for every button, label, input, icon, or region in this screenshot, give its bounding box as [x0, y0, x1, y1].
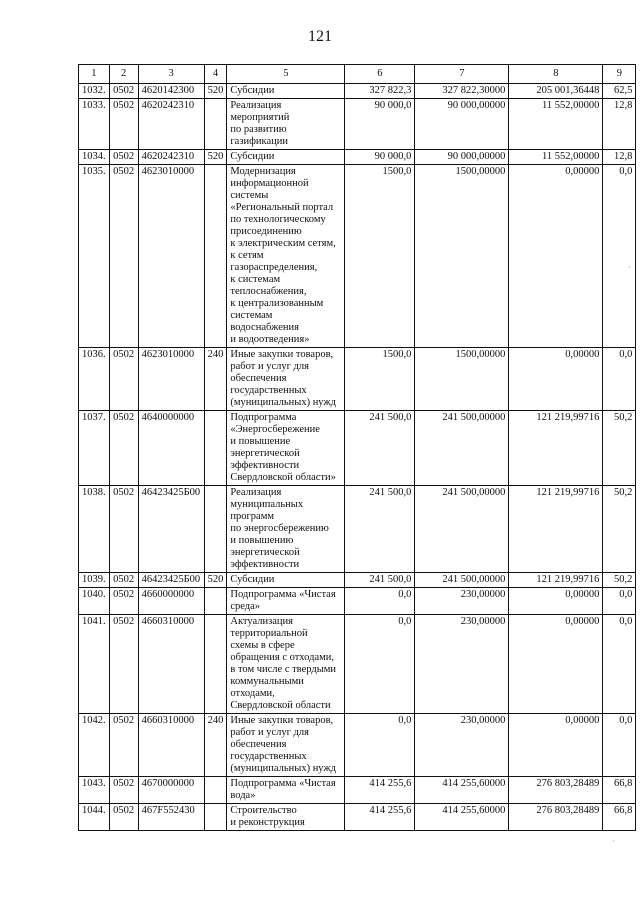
expense-type-cell — [204, 165, 227, 348]
percent-executed-cell: 0,0 — [603, 714, 636, 777]
item-name-cell: Иные закупки товаров, работ и услуг для обеспечения государственных (муниципальных) нужд — [227, 714, 345, 777]
approved-amount-cell: 327 822,3 — [345, 84, 415, 99]
scan-artifact: · — [628, 262, 631, 272]
item-name-cell: Строительство и реконструкция — [227, 804, 345, 831]
executed-amount-cell: 11 552,00000 — [509, 150, 603, 165]
expense-type-cell — [204, 777, 227, 804]
target-code-cell: 4660310000 — [138, 714, 204, 777]
section-code-cell: 0502 — [109, 99, 138, 150]
expense-type-cell — [204, 615, 227, 714]
target-code-cell: 4660310000 — [138, 615, 204, 714]
percent-executed-cell: 12,8 — [603, 99, 636, 150]
section-code-cell: 0502 — [109, 486, 138, 573]
percent-executed-cell: 66,8 — [603, 804, 636, 831]
target-code-cell: 46423425Б00 — [138, 573, 204, 588]
table-row — [79, 348, 636, 411]
approved-amount-cell: 414 255,6 — [345, 777, 415, 804]
table-row — [79, 150, 636, 165]
row-number-cell: 1044. — [79, 804, 110, 831]
row-number-cell: 1033. — [79, 99, 110, 150]
target-code-cell: 4620242310 — [138, 99, 204, 150]
item-name-cell: Подпрограмма «Чистая среда» — [227, 588, 345, 615]
executed-amount-cell: 11 552,00000 — [509, 99, 603, 150]
target-code-cell: 4620242310 — [138, 150, 204, 165]
percent-executed-cell: 0,0 — [603, 615, 636, 714]
target-code-cell: 4623010000 — [138, 348, 204, 411]
approved-amount-cell: 90 000,0 — [345, 99, 415, 150]
row-number-cell: 1038. — [79, 486, 110, 573]
approved-amount-cell: 0,0 — [345, 615, 415, 714]
item-name-cell: Субсидии — [227, 573, 345, 588]
item-name-cell: Модернизация информационной системы «Региональный портал по технологическому присоединению к электрическим сетям, к сетям газораспределения, к системам теплоснабжения, к централизованным системам водоснабжения и водоотведения» — [227, 165, 345, 348]
table-row — [79, 84, 636, 99]
target-code-cell: 4670000000 — [138, 777, 204, 804]
row-number-cell: 1041. — [79, 615, 110, 714]
approved-amount-cell: 1500,0 — [345, 348, 415, 411]
row-number-cell: 1039. — [79, 573, 110, 588]
executed-amount-cell: 276 803,28489 — [509, 804, 603, 831]
budget-table — [78, 64, 636, 831]
approved-amount-cell: 90 000,0 — [345, 150, 415, 165]
refined-amount-cell: 414 255,60000 — [415, 777, 509, 804]
refined-amount-cell: 90 000,00000 — [415, 99, 509, 150]
table-row — [79, 804, 636, 831]
row-number-cell: 1040. — [79, 588, 110, 615]
item-name-cell: Подпрограмма «Энергосбережение и повышение энергетической эффективности Свердловской области» — [227, 411, 345, 486]
refined-amount-cell: 1500,00000 — [415, 165, 509, 348]
column-header: 1 — [79, 65, 110, 84]
executed-amount-cell: 0,00000 — [509, 165, 603, 348]
scan-artifact: · — [612, 836, 615, 846]
expense-type-cell: 520 — [204, 573, 227, 588]
column-header: 3 — [138, 65, 204, 84]
item-name-cell: Субсидии — [227, 150, 345, 165]
item-name-cell: Субсидии — [227, 84, 345, 99]
expense-type-cell — [204, 486, 227, 573]
target-code-cell: 4660000000 — [138, 588, 204, 615]
section-code-cell: 0502 — [109, 615, 138, 714]
section-code-cell: 0502 — [109, 573, 138, 588]
row-number-cell: 1037. — [79, 411, 110, 486]
executed-amount-cell: 276 803,28489 — [509, 777, 603, 804]
item-name-cell: Подпрограмма «Чистая вода» — [227, 777, 345, 804]
column-header: 6 — [345, 65, 415, 84]
refined-amount-cell: 414 255,60000 — [415, 804, 509, 831]
percent-executed-cell: 0,0 — [603, 165, 636, 348]
table-row — [79, 99, 636, 150]
column-header: 8 — [509, 65, 603, 84]
expense-type-cell — [204, 804, 227, 831]
row-number-cell: 1036. — [79, 348, 110, 411]
item-name-cell: Иные закупки товаров, работ и услуг для обеспечения государственных (муниципальных) нужд — [227, 348, 345, 411]
approved-amount-cell: 1500,0 — [345, 165, 415, 348]
expense-type-cell: 240 — [204, 348, 227, 411]
approved-amount-cell: 241 500,0 — [345, 411, 415, 486]
table-row — [79, 486, 636, 573]
approved-amount-cell: 0,0 — [345, 714, 415, 777]
row-number-cell: 1035. — [79, 165, 110, 348]
percent-executed-cell: 0,0 — [603, 588, 636, 615]
row-number-cell: 1034. — [79, 150, 110, 165]
target-code-cell: 46423425Б00 — [138, 486, 204, 573]
executed-amount-cell: 121 219,99716 — [509, 573, 603, 588]
expense-type-cell: 240 — [204, 714, 227, 777]
column-header: 4 — [204, 65, 227, 84]
expense-type-cell: 520 — [204, 84, 227, 99]
section-code-cell: 0502 — [109, 777, 138, 804]
target-code-cell: 467F552430 — [138, 804, 204, 831]
refined-amount-cell: 90 000,00000 — [415, 150, 509, 165]
refined-amount-cell: 230,00000 — [415, 588, 509, 615]
section-code-cell: 0502 — [109, 150, 138, 165]
percent-executed-cell: 50,2 — [603, 573, 636, 588]
column-header: 5 — [227, 65, 345, 84]
refined-amount-cell: 230,00000 — [415, 615, 509, 714]
table-body — [79, 65, 636, 831]
table-row — [79, 777, 636, 804]
executed-amount-cell: 121 219,99716 — [509, 411, 603, 486]
row-number-cell: 1043. — [79, 777, 110, 804]
section-code-cell: 0502 — [109, 804, 138, 831]
table-row — [79, 615, 636, 714]
section-code-cell: 0502 — [109, 588, 138, 615]
refined-amount-cell: 1500,00000 — [415, 348, 509, 411]
approved-amount-cell: 414 255,6 — [345, 804, 415, 831]
percent-executed-cell: 66,8 — [603, 777, 636, 804]
row-number-cell: 1032. — [79, 84, 110, 99]
approved-amount-cell: 241 500,0 — [345, 486, 415, 573]
refined-amount-cell: 241 500,00000 — [415, 486, 509, 573]
percent-executed-cell: 62,5 — [603, 84, 636, 99]
page-number: 121 — [308, 28, 332, 45]
section-code-cell: 0502 — [109, 165, 138, 348]
table-row — [79, 573, 636, 588]
item-name-cell: Реализация мероприятий по развитию газификации — [227, 99, 345, 150]
item-name-cell: Реализация муниципальных программ по энергосбережению и повышению энергетической эффективности — [227, 486, 345, 573]
percent-executed-cell: 50,2 — [603, 411, 636, 486]
refined-amount-cell: 230,00000 — [415, 714, 509, 777]
approved-amount-cell: 241 500,0 — [345, 573, 415, 588]
section-code-cell: 0502 — [109, 348, 138, 411]
executed-amount-cell: 0,00000 — [509, 615, 603, 714]
executed-amount-cell: 0,00000 — [509, 348, 603, 411]
percent-executed-cell: 12,8 — [603, 150, 636, 165]
target-code-cell: 4623010000 — [138, 165, 204, 348]
header-row — [79, 65, 636, 84]
approved-amount-cell: 0,0 — [345, 588, 415, 615]
table-row — [79, 714, 636, 777]
refined-amount-cell: 241 500,00000 — [415, 573, 509, 588]
expense-type-cell — [204, 411, 227, 486]
refined-amount-cell: 241 500,00000 — [415, 411, 509, 486]
percent-executed-cell: 50,2 — [603, 486, 636, 573]
row-number-cell: 1042. — [79, 714, 110, 777]
table-row — [79, 588, 636, 615]
executed-amount-cell: 0,00000 — [509, 588, 603, 615]
table-row — [79, 165, 636, 348]
column-header: 7 — [415, 65, 509, 84]
executed-amount-cell: 0,00000 — [509, 714, 603, 777]
executed-amount-cell: 121 219,99716 — [509, 486, 603, 573]
expense-type-cell — [204, 588, 227, 615]
item-name-cell: Актуализация территориальной схемы в сфере обращения с отходами, в том числе с твердыми коммунальными отходами, Свердловской области — [227, 615, 345, 714]
table-row — [79, 411, 636, 486]
column-header: 2 — [109, 65, 138, 84]
refined-amount-cell: 327 822,30000 — [415, 84, 509, 99]
target-code-cell: 4620142300 — [138, 84, 204, 99]
section-code-cell: 0502 — [109, 84, 138, 99]
target-code-cell: 4640000000 — [138, 411, 204, 486]
expense-type-cell: 520 — [204, 150, 227, 165]
expense-type-cell — [204, 99, 227, 150]
section-code-cell: 0502 — [109, 411, 138, 486]
column-header: 9 — [603, 65, 636, 84]
executed-amount-cell: 205 001,36448 — [509, 84, 603, 99]
section-code-cell: 0502 — [109, 714, 138, 777]
percent-executed-cell: 0,0 — [603, 348, 636, 411]
